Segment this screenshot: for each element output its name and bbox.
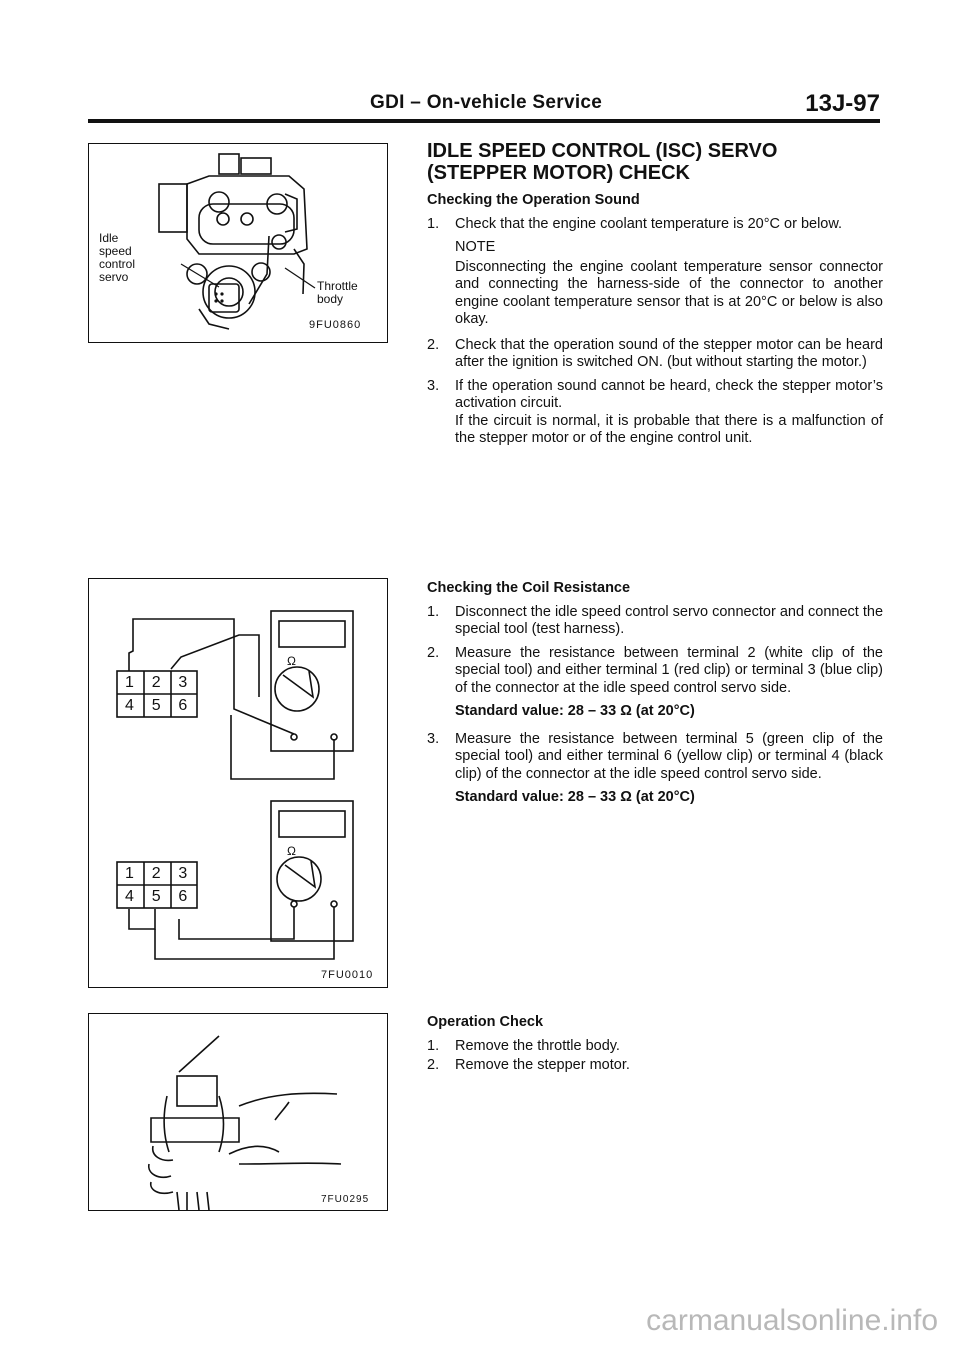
watermark: carmanualsonline.info [646,1304,938,1337]
page-title: GDI – On-vehicle Service [370,92,603,113]
list-item: 2. Measure the resistance between terminal 2 (white clip of the special tool) and either terminal 1 (red clip) or terminal 3 (blue clip) of the connector at the idle speed control servo side. [427,644,883,696]
list-item: 1. Remove the throttle body. [427,1037,620,1054]
section-operation-sound [427,140,883,456]
list-item: 1. Check that the engine coolant temperature is 20°C or below. [427,215,843,232]
section-title: IDLE SPEED CONTROL (ISC) SERVO (STEPPER MOTOR) CHECK [427,140,778,184]
resistance-test-diagram [89,579,387,987]
ohm-symbol-top: Ω [287,654,296,668]
list-item: 1. Disconnect the idle speed control servo connector and connect the special tool (test harness). [427,603,884,637]
figure-code: 7FU0295 [321,1194,370,1205]
label-throttle-body: Throttle body [317,279,358,306]
heading-operation-check: Operation Check [427,1014,544,1030]
page-number: 13J-97 [805,90,880,117]
note-text: Disconnecting the engine coolant temperature sensor connector and connecting the harness-side of the connector to another engine coolant temperature sensor that is at 20°C or below is also okay. [455,258,883,327]
list-item: 2. Remove the stepper motor. [427,1057,630,1073]
header-rule [88,119,880,123]
ohm-symbol-bottom: Ω [287,844,296,858]
connector-top: 1 2 3 [125,674,188,691]
list-item: 3. Measure the resistance between terminal 5 (green clip of the special tool) and either terminal 6 (yellow clip) or terminal 4 (black clip) of the connector at the idle speed control servo side. [427,730,883,782]
connector-bottom-row2: 4 5 6 [125,888,188,905]
note-label: NOTE [455,239,496,255]
section-operation-check [427,1006,883,1081]
stepper-motor-drawing [89,1014,387,1210]
figure-code: 7FU0010 [321,969,374,981]
figure-throttle-body [88,143,388,343]
list-item: 3. If the operation sound cannot be heard, check the stepper motor’s activation circuit. [427,377,883,411]
step3-extra: If the circuit is normal, it is probable that there is a malfunction of the stepper motor or of the engine control unit. [455,412,883,446]
figure-coil-resistance [88,578,388,988]
standard-value: Standard value: 28 – 33 Ω (at 20°C) [455,789,695,805]
page-header [88,92,880,120]
figure-code: 9FU0860 [309,319,362,331]
section-coil-resistance [427,572,883,817]
label-idle-speed-control-servo: Idle speed control servo [99,231,136,284]
standard-value: Standard value: 28 – 33 Ω (at 20°C) [455,703,695,719]
connector-bottom: 1 2 3 [125,865,188,882]
list-item: 2. Check that the operation sound of the stepper motor can be heard after the ignition is switched ON. (but without starting the motor.) [427,336,883,370]
heading-coil-resistance: Checking the Coil Resistance [427,580,631,596]
heading-operation-sound: Checking the Operation Sound [427,192,640,208]
figure-stepper-motor [88,1013,388,1211]
connector-top-row2: 4 5 6 [125,697,188,714]
